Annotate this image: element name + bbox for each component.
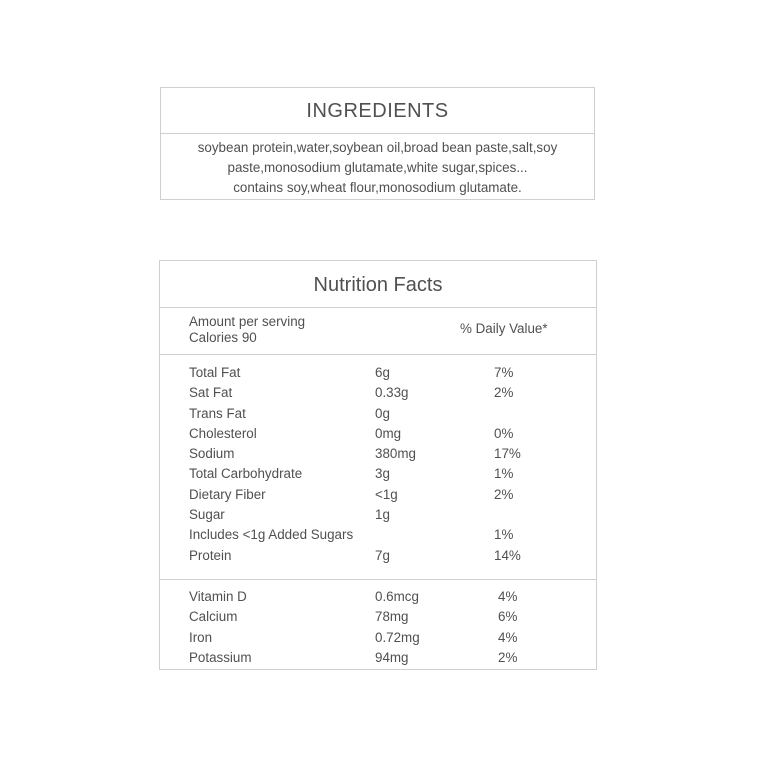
ingredients-line: contains soy,wheat flour,monosodium glutamate. — [233, 180, 522, 195]
ingredients-title: INGREDIENTS — [161, 88, 594, 134]
vitamin-name: Calcium — [189, 609, 238, 625]
daily-value-header: % Daily Value* — [460, 321, 548, 336]
nutrient-row-trans-fat — [160, 404, 596, 424]
nutrient-daily-value: 17% — [494, 446, 521, 462]
nutrient-row-cholesterol — [160, 424, 596, 444]
nutrient-name: Sat Fat — [189, 385, 233, 401]
nutrient-daily-value: 2% — [494, 486, 514, 502]
nutrient-amount: 1g — [375, 507, 390, 523]
vitamin-amount: 94mg — [375, 649, 409, 665]
vitamin-amount: 78mg — [375, 609, 409, 625]
nutrient-amount: 3g — [375, 466, 390, 482]
vitamin-row-vitamin-d — [160, 587, 596, 607]
nutrient-name: Total Carbohydrate — [189, 466, 303, 482]
nutrient-row-total-carbohydrate — [160, 464, 596, 484]
nutrient-daily-value: 2% — [494, 385, 514, 401]
nutrient-row-dietary-fiber — [160, 485, 596, 505]
vitamin-daily-value: 6% — [498, 609, 518, 625]
ingredients-text — [161, 134, 594, 198]
vitamin-row-iron — [160, 628, 596, 648]
serving-label: Amount per serving — [189, 314, 306, 329]
ingredients-line: soybean protein,water,soybean oil,broad bean paste,salt,soy — [197, 140, 558, 155]
nutrient-name: Sugar — [189, 507, 225, 523]
nutrient-row-sugar — [160, 505, 596, 525]
nutrition-facts-panel — [159, 260, 597, 670]
nutrient-row-total-fat — [160, 363, 596, 383]
nutrient-daily-value: 1% — [494, 527, 514, 543]
vitamin-row-calcium — [160, 607, 596, 627]
serving-info — [160, 308, 596, 355]
vitamin-daily-value: 4% — [498, 589, 518, 604]
nutrient-name: Dietary Fiber — [189, 486, 266, 502]
vitamin-amount: 0.72mg — [375, 629, 420, 645]
nutrient-name: Cholesterol — [189, 425, 257, 441]
nutrient-name: Total Fat — [189, 365, 241, 380]
nutrient-row-sodium — [160, 444, 596, 464]
nutrient-row-protein — [160, 546, 596, 566]
nutrient-amount: 0g — [375, 405, 390, 421]
ingredients-panel — [160, 87, 595, 200]
nutrient-daily-value: 14% — [494, 547, 521, 563]
nutrient-daily-value: 7% — [494, 365, 514, 380]
nutrient-amount: 7g — [375, 547, 390, 563]
vitamin-row-potassium — [160, 648, 596, 668]
vitamin-amount: 0.6mcg — [375, 589, 419, 604]
vitamin-name: Potassium — [189, 649, 252, 665]
nutrient-table — [160, 355, 596, 580]
nutrient-amount: 380mg — [375, 446, 416, 462]
ingredients-line: paste,monosodium glutamate,white sugar,spices... — [227, 160, 528, 175]
vitamin-name: Iron — [189, 629, 213, 645]
nutrient-amount: 0.33g — [375, 385, 409, 401]
nutrient-amount: 6g — [375, 365, 390, 380]
nutrient-name: Includes <1g Added Sugars — [189, 527, 354, 543]
nutrient-name: Protein — [189, 547, 232, 563]
vitamin-daily-value: 4% — [498, 629, 518, 645]
nutrition-title: Nutrition Facts — [160, 261, 596, 308]
nutrient-daily-value: 1% — [494, 466, 514, 482]
vitamin-mineral-table — [160, 580, 596, 668]
nutrient-name: Sodium — [189, 446, 235, 462]
nutrient-row-added-sugars — [160, 525, 596, 545]
calories-value: Calories 90 — [189, 330, 257, 345]
nutrient-name: Trans Fat — [189, 405, 246, 421]
nutrient-row-sat-fat — [160, 383, 596, 403]
nutrient-daily-value: 0% — [494, 425, 514, 441]
nutrient-amount: 0mg — [375, 425, 402, 441]
vitamin-name: Vitamin D — [189, 589, 247, 604]
vitamin-daily-value: 2% — [498, 649, 518, 665]
nutrient-amount: <1g — [375, 486, 398, 502]
